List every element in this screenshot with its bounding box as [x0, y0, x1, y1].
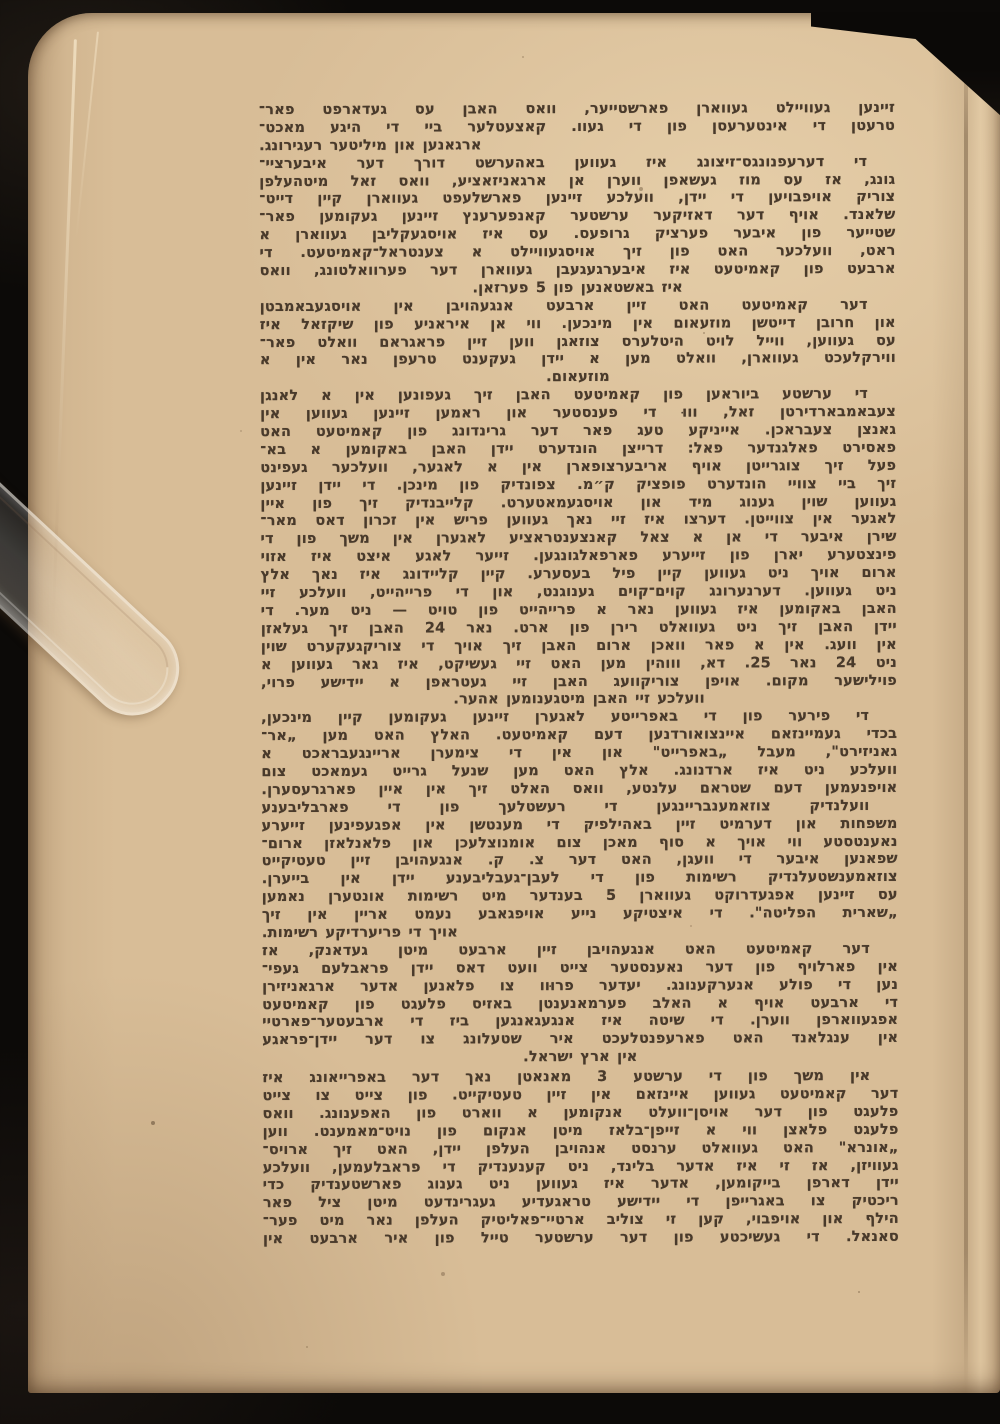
text-line: מוזעאום. [546, 369, 610, 386]
text-line: האבן באקומען איז געווען נאר א פרייהייט פון טויט — ניט מער. די [260, 600, 897, 620]
text-line: גאנצן צעבראכן. אייניקע טעג פאר דער גרינדונג פון קאמיטעט האט [260, 421, 897, 441]
text-line: יידן דארפן בייקומען, אדער איז געווען ניט גענוג פארשטענדיק כדי [262, 1175, 899, 1194]
text-line: וועלכע ניט איז ארדנונג. אלץ האט מען שנעל גרייט געמאכט צום [261, 761, 898, 781]
paragraph [262, 1068, 899, 1249]
text-line: אין ענגלאנד האט פארעפנטלעכט איר שטעלונג צו דער יידן־פראגע [262, 1030, 899, 1049]
text-line: שפאנען איבער די וועגן, האט דער צ. ק. אנגעהויבן זיין טעטיקייט [261, 851, 898, 870]
text-line: ראט, וועלכער האט פון זיך אויסגעוויילט א צענטראל־קאמיטעט. די [259, 243, 896, 262]
text-line: איז באשטאנען פון 5 פערזאן. [472, 279, 683, 297]
text-line: דער קאמיטעט געווען איינזאם אין זיין טעטיקייט. פון צייט צו צייט [262, 1085, 899, 1105]
text-line: שירן איבער די אן א צאל קאנצענטראציע לאגערן אין משך פון די [260, 529, 897, 548]
text-line: ווירקלעכט געווארן, וואלט מען א יידן געקענט טרעפן נאר אין א [259, 350, 896, 369]
page-text-block [259, 100, 899, 1249]
text-line: ניט געווען. דערנערונג קוים־קוים גענוגנט, און די פרייהייט, וועלכע זיי [260, 582, 897, 602]
page-crease [964, 27, 968, 1385]
text-line: ריכטיק צו באגרייפן די יידישע טראגעדיע געגרינדעט מיטן ציל פאר [262, 1193, 899, 1212]
paragraph [261, 708, 897, 800]
paragraph [260, 386, 897, 710]
text-line: לאגער אין צווייטן. דערצו איז זיי נאך געווען פריש אין זכרון דאס מאר־ [260, 511, 897, 530]
text-line: גונג, אז עס מוז געשאפן ווערן אן ארגאניזאציע, וואס זאל מיטהעלפן [259, 171, 896, 190]
text-line: די ארבעט אויף א האלב פערמאנענטן באזיס פלעגט פון קאמיטעט [262, 994, 899, 1013]
text-line: פוילישער מקום. אויפן צוריקוועג האבן זיי געטראפן א יידישע פרוי, [260, 672, 898, 691]
text-line: אפגעווארפן ווערן. די שיטה איז אנגעגאנגען ביז די ארבעטער־פארטיי [262, 1012, 899, 1031]
text-line: ארבעט פון קאמיטעט איז איבערגעגעבן געווארן דער פערוואלטונג, וואס [259, 260, 896, 280]
text-line: הילף און אויפבוי, קען זי צוליב ארטיי־פאליטיק העלפן נאר מיט פער־ [262, 1211, 899, 1230]
text-line: „אונרא" האט געוואלט ערנסט אנהויבן העלפן יידן, האט זיך ארויס־ [262, 1139, 899, 1158]
text-line: פינצטערע יארן פון זייערע פארפאלגונגען. זייער לאגע איצט איז אזוי [260, 547, 897, 566]
text-line: נען די פולע אנערקענונג. יעדער פרוּוו צו פלאנען אדער ארגאניזירן [262, 976, 899, 995]
text-line: זיך ביי צוויי הונדערט פופציק ק״מ. צפונדיק פון מינכן. די יידן זיינען [260, 475, 897, 494]
text-line: אין וועג. אין א פאר וואכן ארום האבן זיך אויך די צוריקגעקערט שוין [260, 636, 897, 655]
text-line: וועלכע זיי האבן מיטגענומען אהער. [453, 690, 705, 708]
text-line: וועלנדיק צוזאמענבריינגען די רעשטלעך פון די פארבליבענע [261, 797, 870, 816]
text-line: פלעגט פלאצן ווי א זייפן־בלאז מיטן אנקום פון נויט־מאמענט. ווען [262, 1121, 899, 1140]
text-line: די ערשטע ביוראען פון קאמיטעט האבן זיך געפונען אין א לאנגן [259, 386, 869, 405]
text-line: עס געווען, ווייל לויט היטלערס צוזאגן ווען זיין פראגראם וואלט פאר־ [259, 332, 896, 351]
text-line: סאנאל. די געשיכטע פון דער ערשטער טייל פון איר ארבעט אין [262, 1228, 899, 1248]
text-line: צוריק אויפבויען די יידן, וועלכע זיינען פארשלעפט געווארן קיין דייט־ [259, 189, 896, 208]
page-holder-clip [0, 369, 197, 734]
text-line: עס זיינען אפגעדרוקט געווארן 5 בענדער מיט רשימות אונטערן נאמען [261, 887, 898, 906]
text-line: געוויזן, אז זי איז אדער בלינד, ניט קענענדיק די פראבלעמען, וועלכע [262, 1157, 899, 1176]
text-line: פלעגט פון דער אויסן־וועלט אנקומען א ווארט פון האפענונג. וואס [262, 1103, 899, 1122]
text-line: און חרובן דייטשן מוזעאום אין מינכען. ווי אן איראניע פון שיקזאל איז [259, 314, 896, 333]
book-page [28, 13, 1000, 1393]
text-line: משפחות און דערמיט זיין באהילפיק די מענטשן אין אפגעפינען זייערע [261, 815, 898, 834]
text-line: ארגאנען און מיליטער רעגירונג. [259, 137, 482, 154]
text-line: צוזאמענשטעלנדיק רשימות פון די לעבן־געבליבענע יידן אין בייערן. [261, 869, 898, 888]
text-line: נאענטסטע ווי אויך א סוף מאכן צום אומנוצלעכן און פלאנלאזן ארום־ [261, 833, 898, 852]
text-line: אין משך פון די ערשטע 3 מאנאטן נאך דער באפרייאונג איז [262, 1068, 871, 1087]
text-line: אויפנעמען דעם שטראם עלנטע, וואס האלט זיך אין איין פארגרעסערן. [261, 779, 898, 798]
paragraph [259, 154, 895, 299]
text-line: די פירער פון די באפרייטע לאגערן זיינען געקומען קיין מינכען, [261, 708, 870, 727]
text-line: טרעטן די אינטערעסן פון די געוו. קאצעטלער ביי די היגע מאכט־ [259, 117, 896, 137]
text-line: גאניזירט", מעבל „באפרייט" און אין די צימערן אריינגעבראכט א [261, 743, 898, 763]
text-line: זיינען געוויילט געווארן פארשטייער, וואס האבן עס געדארפט פאר־ [259, 99, 896, 119]
paragraph [260, 297, 896, 389]
text-line: יידן האבן זיך ניט געוואלט רירן פון ארט. נאר 24 האבן זיך געלאזן [260, 618, 897, 637]
text-line: ארום אויך ניט געווען קיין פיל בעסערע. קיין קליידונג איז נאך אלץ [260, 565, 897, 584]
text-line: אין פארלויף פון דער נאענסטער צייט וועט דאס יידן פראבלעם געפי־ [261, 958, 899, 977]
text-line: ניט 24 נאר 25. דא, וווהין מען האט זיי געשיקט, איז גאר געווען א [260, 654, 898, 673]
paragraph [259, 100, 895, 156]
text-line: שלאנד. אויף דער דאזיקער ערשטער קאנפערענץ זיינען געקומען פאר־ [259, 207, 896, 226]
paragraph [262, 941, 898, 1068]
text-line: די דערעפנונגס־זיצונג איז געווען באהערשט דורך דער איבערציי־ [259, 153, 868, 172]
text-line: בכדי געמיינזאם איינצואורדנען דעם קאמיטעט. האלץ האט מען „אר־ [261, 726, 898, 745]
text-line: „שארית הפליטה". די איצטיקע נייע אויפגאבע נעמט אריין אין זיך [261, 904, 898, 924]
text-line: געווען שוין גענוג מיד און אויסגעמאטערט. קלייבנדיק זיך פון איין [260, 493, 897, 512]
text-line: פאסירט פאלגנדער פאל: דרייצן הונדערט יידן האבן באקומען א בא־ [260, 439, 897, 459]
text-line: אין ארץ ישראל. [523, 1049, 638, 1066]
page-edge-highlight [75, 31, 99, 240]
text-line: פעל זיך צוגרייטן אויף אריבערצופארן אין א לאגער, וועלכער געפינט [260, 457, 897, 476]
text-line: צעבאמבארדירטן זאל, וווּ די פענסטער און ראמען זיינען געווען אין [260, 404, 897, 423]
text-line: דער קאמיטעט האט זיין ארבעט אנגעהויבן אין אויסגעבאמבטן [259, 296, 868, 315]
paper-specks [0, 0, 2, 2]
text-line: דער קאמיטעט האט אנגעהויבן זיין ארבעט מיטן געדאנק, אז [261, 940, 870, 959]
paragraph [261, 798, 897, 943]
text-line: שטייער פון איבער פערציק גרופעס. עס איז אויסגעקליבן געווארן א [259, 225, 896, 244]
text-line: אויך די פריערדיקע רשימות. [261, 924, 458, 942]
